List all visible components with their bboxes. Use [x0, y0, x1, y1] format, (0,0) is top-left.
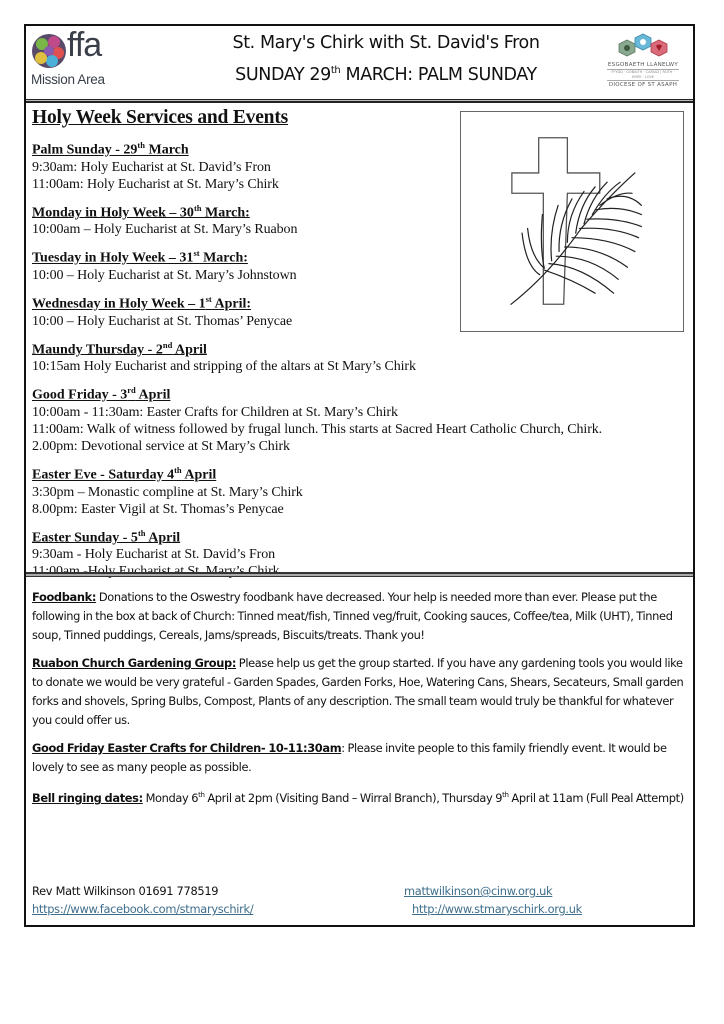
notice-bells-text-b: April at 2pm (Visiting Band – Wirral Branch), Thursday 9	[204, 790, 503, 805]
service-day	[32, 200, 452, 239]
notice-foodbank-text: Donations to the Oswestry foodbank have decreased. Your help is needed more than ever. Please put the following in the box at back of Church: Tinned meat/fish, Tinned veg/fruit, Cooking sauces, Coffee/tea, Milk (UHT), Tinned soup, Tinned puddings, Cereals, Jams/spreads, Biscuits/treats. Thank you!	[32, 590, 673, 642]
diocese-english-name: DIOCESE OF ST ASAPH	[608, 82, 678, 88]
email-link[interactable]: mattwilkinson@cinw.org.uk	[404, 884, 553, 898]
service-day-heading-text: Wednesday in Holy Week – 1	[32, 296, 206, 312]
service-day-heading	[32, 291, 452, 313]
service-day-heading-text: Maundy Thursday - 2	[32, 342, 163, 358]
notice-crafts	[32, 739, 687, 777]
service-entry: 11:00am: Walk of witness followed by frugal lunch. This starts at Sacred Heart Catholic Church, Chirk.	[32, 421, 603, 437]
notice-gardening-text: Please help us get the group started. If you have any gardening tools you would like to donate we would be very grateful - Garden Spades, Garden Forks, Hoe, Watering Cans, Shears, Secateurs, Small garden forks and shovels, Spring Bulbs, Compost, Plants of any description. The small team would truly be thankful for whatever you could offer us.	[32, 656, 684, 727]
notice-crafts-label: Good Friday Easter Crafts for Children- 10-11:30am	[32, 741, 342, 755]
offa-logo-text: ffa	[67, 26, 102, 64]
service-entry: 9:30am: Holy Eucharist at St. David’s Fron	[32, 159, 271, 175]
service-day	[32, 137, 452, 193]
service-day-heading	[32, 382, 452, 404]
service-day-heading-ordinal: st	[193, 248, 200, 259]
header	[26, 26, 693, 99]
service-day-heading-text: Monday in Holy Week – 30	[32, 205, 194, 221]
service-day	[32, 337, 452, 376]
cross-palm-illustration	[460, 111, 684, 332]
service-day-heading-text: Easter Sunday - 5	[32, 530, 138, 546]
service-day-heading-month: April	[181, 467, 217, 483]
contact-info	[32, 882, 687, 918]
parish-title: St. Mary's Chirk with St. David's Fron	[232, 33, 540, 53]
service-day-heading-month: March:	[201, 205, 250, 221]
notice-foodbank	[32, 588, 687, 645]
notice-bells-sup-a: th	[198, 791, 205, 799]
date-title	[176, 57, 596, 89]
service-day-heading-text: Good Friday - 3	[32, 387, 128, 403]
offa-logo-subtitle: Mission Area	[31, 72, 105, 87]
notice-bells-text-c: April at 11am (Full Peal Attempt)	[508, 790, 684, 805]
service-day-heading-text: Easter Eve - Saturday 4	[32, 467, 175, 483]
service-day-heading	[32, 245, 452, 267]
service-day-heading	[32, 462, 452, 484]
date-title-pre: SUNDAY 29	[235, 64, 331, 85]
service-day-heading	[32, 200, 452, 222]
diocese-hexagons-icon	[613, 32, 673, 60]
date-title-sup: th	[330, 65, 341, 76]
diocese-logo	[605, 32, 681, 94]
diocese-welsh-name: ESGOBAETH LLANELWY	[607, 62, 679, 68]
service-day	[32, 462, 452, 518]
service-day	[32, 291, 452, 330]
contact-name-phone: Rev Matt Wilkinson 01691 778519	[32, 884, 219, 898]
facebook-link[interactable]: https://www.facebook.com/stmaryschirk/	[32, 902, 254, 916]
notice-gardening-label: Ruabon Church Gardening Group:	[32, 656, 237, 670]
service-day-heading	[32, 337, 452, 359]
services-title: Holy Week Services and Events	[32, 107, 289, 128]
service-day-heading-ordinal: th	[137, 527, 146, 538]
header-divider	[26, 99, 693, 103]
notice-bells-sup-b: th	[502, 791, 509, 799]
service-entry: 10:00am - 11:30am: Easter Crafts for Children at St. Mary’s Chirk	[32, 404, 398, 420]
service-entry: 10:15am Holy Eucharist and stripping of the altars at St Mary’s Chirk	[32, 359, 416, 375]
date-title-post: MARCH: PALM SUNDAY	[340, 64, 537, 85]
notice-crafts-text: : Please invite people to this family friendly event. It would be lovely to see as many people as possible.	[32, 741, 667, 774]
holy-week-services	[32, 106, 603, 587]
service-day-heading-month: April	[172, 342, 207, 358]
service-day-heading-month: April	[145, 530, 181, 546]
bulletin-frame	[24, 24, 695, 927]
service-entry: 3:30pm – Monastic compline at St. Mary’s Chirk	[32, 484, 303, 500]
service-day-heading-ordinal: th	[174, 464, 182, 475]
service-day-heading-ordinal: th	[137, 140, 145, 150]
service-day-heading-month: April	[135, 387, 171, 403]
service-day-heading-month: April:	[211, 296, 252, 312]
diocese-emblems-icon	[605, 32, 681, 60]
service-entry: 10:00 – Holy Eucharist at St. Mary’s Johnstown	[32, 267, 297, 283]
website-link[interactable]: http://www.stmaryschirk.org.uk	[412, 902, 582, 916]
service-day-heading-ordinal: st	[205, 293, 212, 304]
notice-bells-label: Bell ringing dates:	[32, 790, 143, 805]
notice-bells	[32, 786, 687, 808]
service-entry: 10:00am – Holy Eucharist at St. Mary’s Ruabon	[32, 222, 298, 238]
notice-bells-text-a: Monday 6	[142, 790, 199, 805]
notice-gardening	[32, 654, 687, 730]
offa-mission-area-logo	[30, 26, 126, 90]
service-day-heading-text: Tuesday in Holy Week – 31	[32, 250, 194, 266]
service-day-heading-text: Palm Sunday - 29	[32, 142, 138, 158]
service-day-heading-ordinal: nd	[162, 339, 173, 350]
service-day	[32, 382, 603, 455]
service-entry: 8.00pm: Easter Vigil at St. Thomas’s Penycae	[32, 501, 284, 517]
offa-emblem-icon	[30, 32, 68, 70]
services-list	[32, 137, 603, 580]
service-day-heading	[32, 137, 452, 159]
cross-with-palm-icon	[461, 112, 683, 331]
service-day-heading-ordinal: rd	[127, 385, 136, 396]
notices	[32, 588, 687, 817]
section-divider	[26, 572, 693, 577]
service-day-heading-month: March	[144, 142, 189, 158]
notice-foodbank-label: Foodbank:	[32, 590, 97, 604]
service-day	[32, 245, 452, 284]
service-entry: 11:00am: Holy Eucharist at St. Mary’s Chirk	[32, 176, 279, 192]
bulletin-title	[176, 30, 596, 89]
service-entry: 9:30am - Holy Eucharist at St. David’s Fron	[32, 547, 276, 563]
service-day-heading-ordinal: th	[193, 202, 202, 213]
service-entry: 2.00pm: Devotional service at St Mary’s Chirk	[32, 438, 290, 454]
service-entry: 10:00 – Holy Eucharist at St. Thomas’ Penycae	[32, 313, 293, 329]
diocese-tagline: FFYDD · GOBAITH · CARIAD | FAITH · HOPE · LOVE	[607, 69, 679, 81]
service-day-heading-month: March:	[199, 250, 248, 266]
service-day-heading	[32, 525, 452, 547]
